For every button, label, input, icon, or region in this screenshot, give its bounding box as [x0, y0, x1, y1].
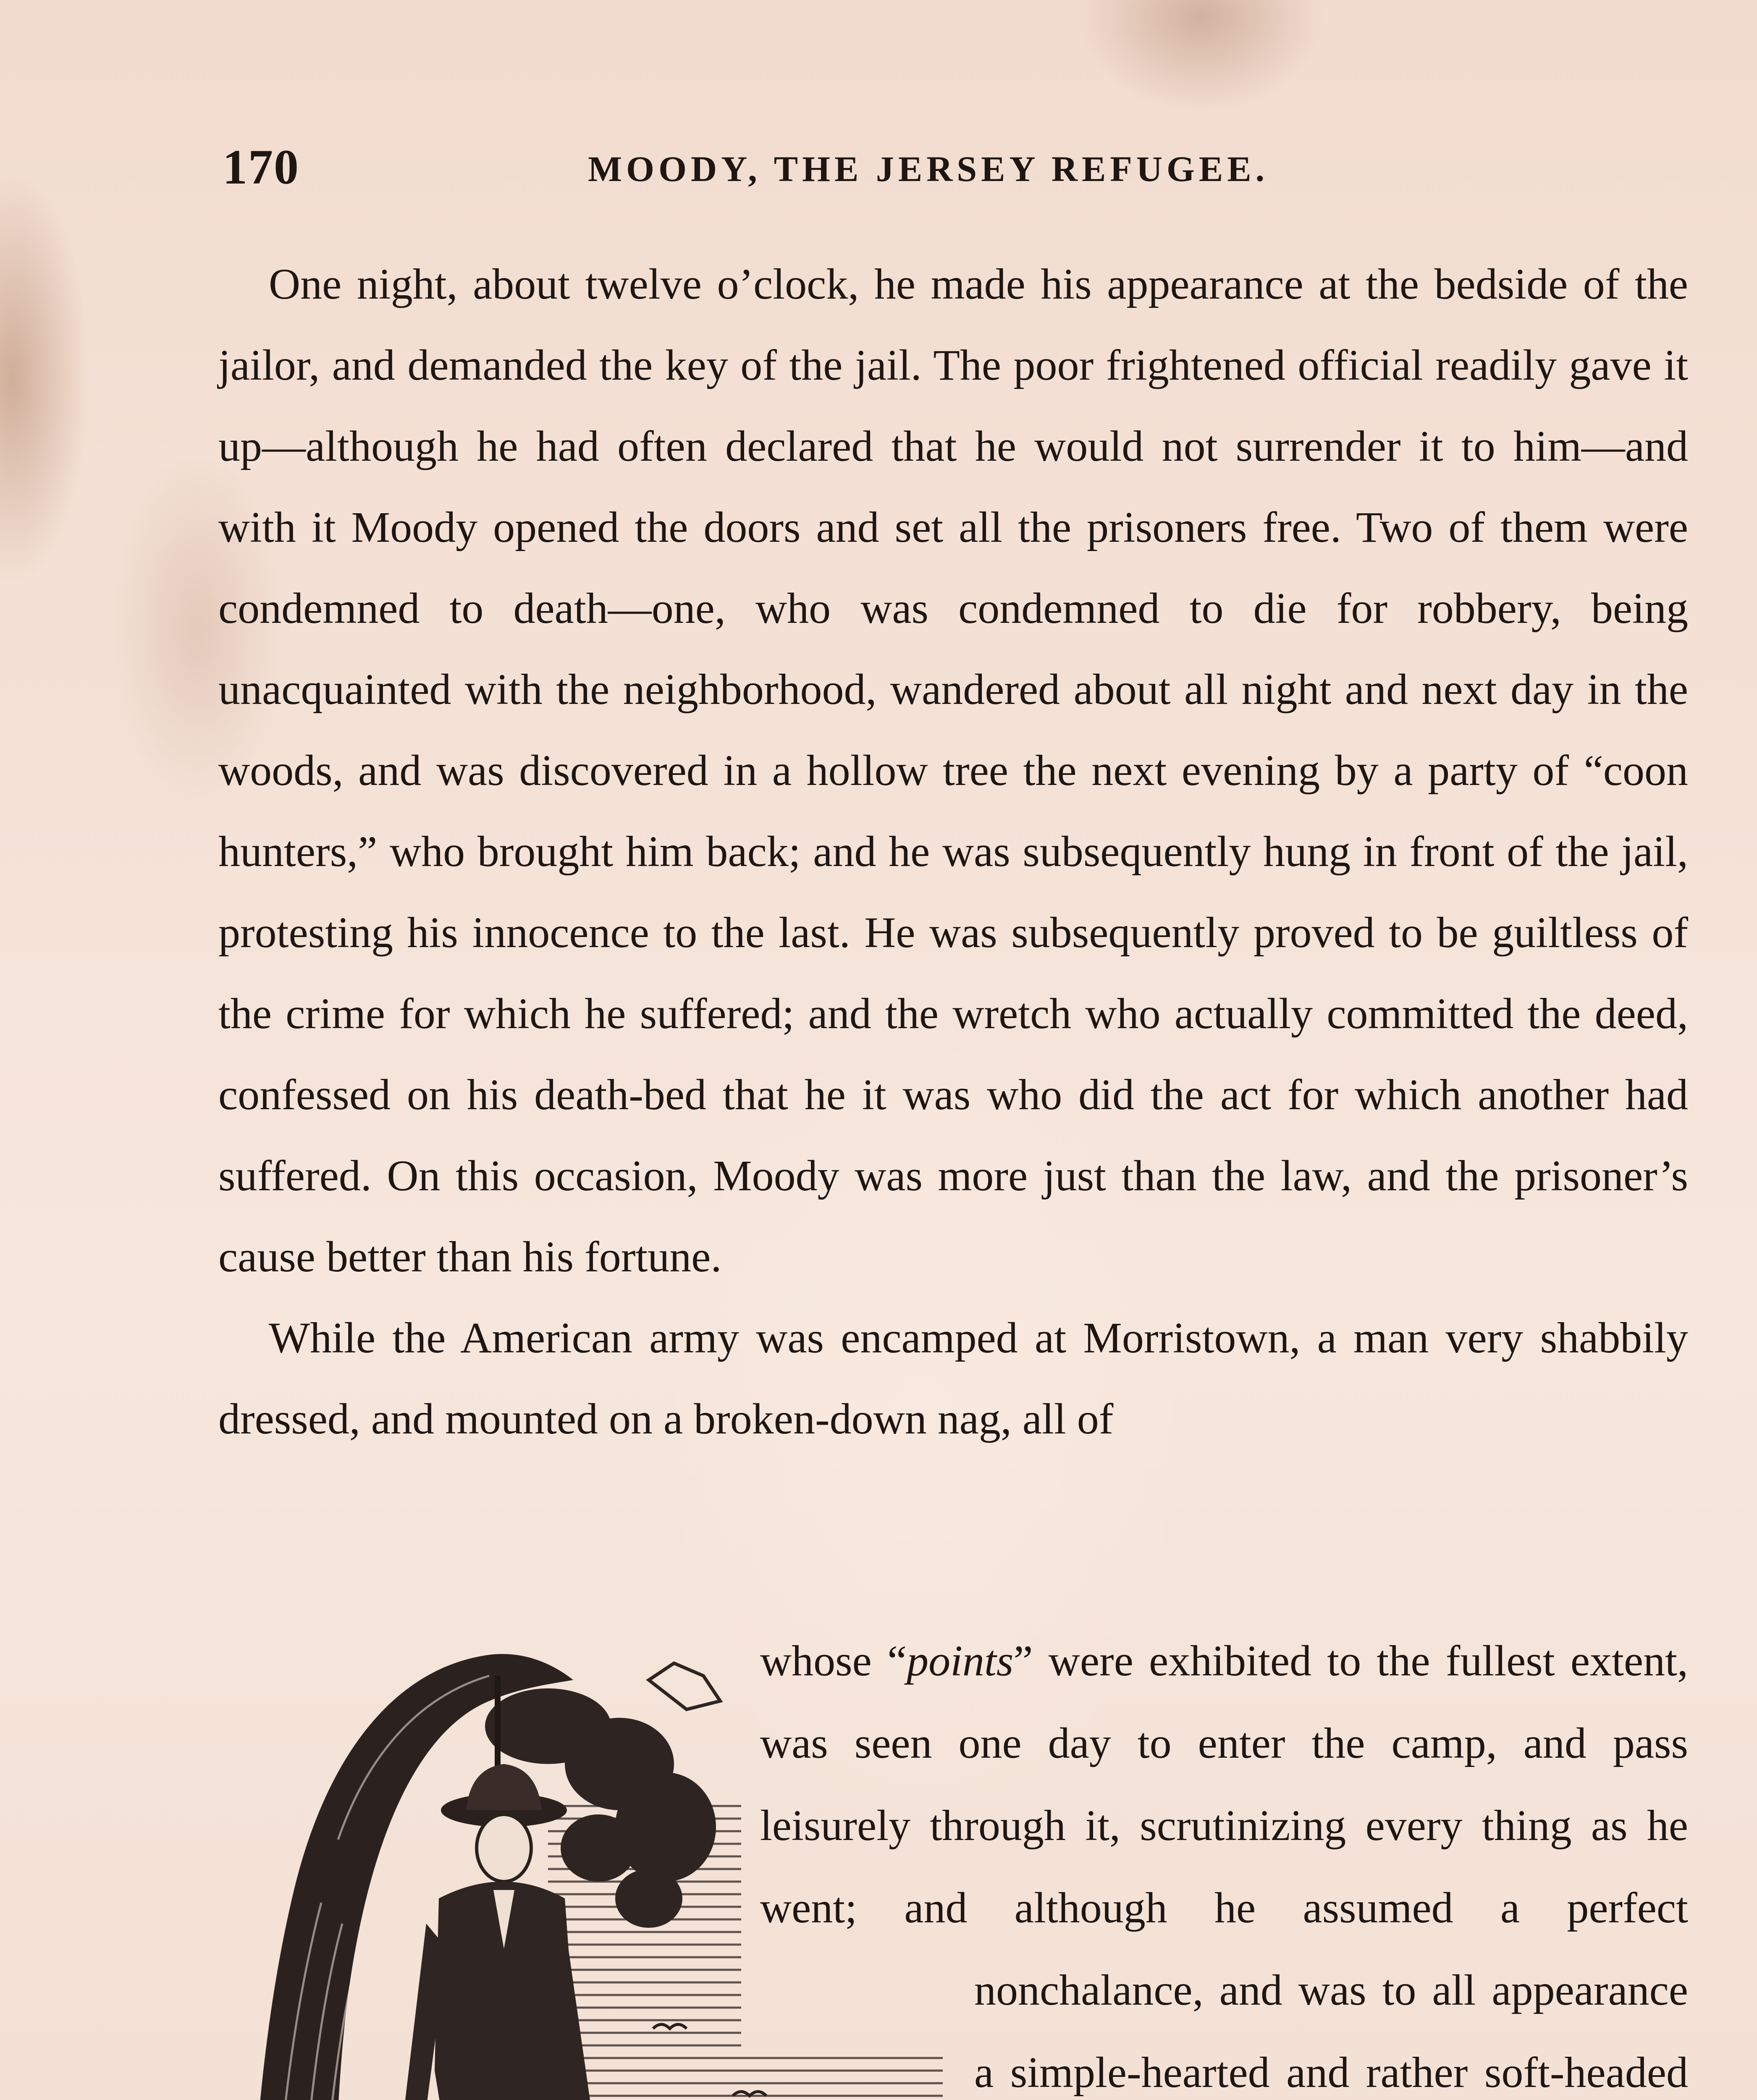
page-number: 170 — [223, 139, 299, 194]
main-text — [218, 244, 1688, 1460]
paragraph-2-head: While the American army was encamped at Morristown, a man very shabbily dressed, and mounted on a broken-down nag, all of — [218, 1314, 1688, 1443]
running-title: MOODY, THE JERSEY REFUGEE. — [588, 149, 1269, 189]
woodcut-illustration — [229, 1630, 955, 2100]
wrap-text-start: whose “ — [760, 1637, 907, 1685]
running-head — [223, 139, 1692, 197]
wrap-text-rest: ” were exhibited to the fullest extent, was seen one day to enter the camp, and pass leisurely through it, scrutinizing every thing as he went; and although he assumed a perfect nonchalance, and was to all appearance a simple-hearted and rather soft-headed — [760, 1637, 1689, 2097]
birds — [653, 2024, 892, 2100]
emphasized-word: points — [907, 1637, 1014, 1685]
hanging-figure — [405, 1764, 590, 2100]
paragraph-1: One night, about twelve o’clock, he made his appearance at the bedside of the jailor, and demanded the key of the jail. The poor frightened official readily gave it up—although he had often declared that he would not surrender it to him—and with it Moody opened the doors and set all the prisoners free. Two of them were condemned to death—one, who was condemned to die for robbery, being unacquainted with the neighborhood, wandered about all night and next day in the woods, and was discovered in a hollow tree the next evening by a party of “coon hunters,” who brought him back; and he was subsequently hung in front of the jail, protesting his innocence to the last. He was subsequently proved to be guiltless of the crime for which he suffered; and the wretch who actually committed the deed, confessed on his death-bed that he it was who did the act for which another had suffered. On this occasion, Moody was more just than the law, and the prisoner’s cause better than his fortune. — [218, 260, 1688, 1281]
